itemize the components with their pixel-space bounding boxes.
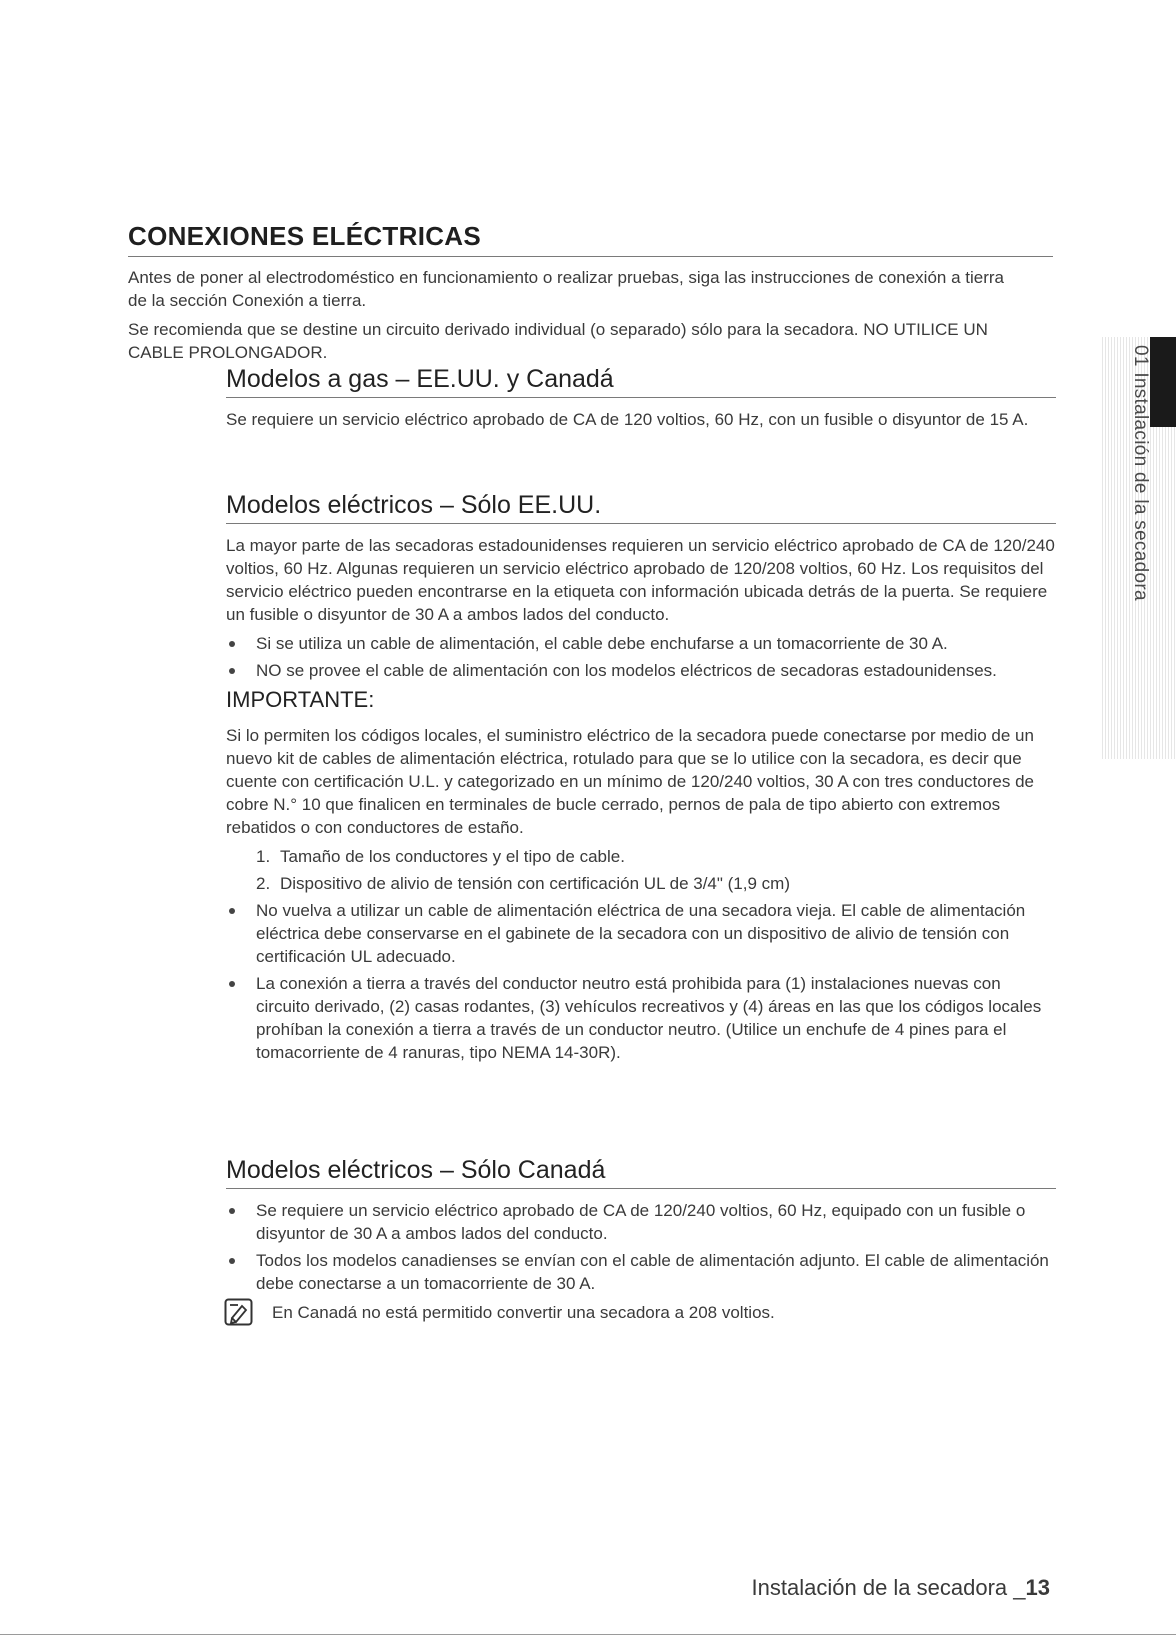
canada-electric-section xyxy=(226,1155,1056,1324)
usa-electric-section xyxy=(226,490,1056,1068)
list-item: Todos los modelos canadienses se envían con el cable de alimentación adjunto. El cable de alimentación debe conectarse a un tomacorriente de 30 A. xyxy=(226,1249,1056,1295)
bullet-icon xyxy=(229,981,235,987)
section-paragraph: Se requiere un servicio eléctrico aprobado de CA de 120 voltios, 60 Hz, con un fusible o disyuntor de 15 A. xyxy=(226,410,1029,429)
side-tab-marker xyxy=(1150,337,1176,427)
section-paragraph: La mayor parte de las secadoras estadounidenses requieren un servicio eléctrico aprobado de CA de 120/240 voltios, 60 Hz. Algunas requieren un servicio eléctrico aprobado de 120/208 voltios, 60 Hz. Los requisitos del servicio eléctrico pueden encontrarse en la etiqueta con información ubicada detrás de la puerta. Se requiere un fusible o disyuntor de 30 A a ambos lados del conducto. xyxy=(226,536,1055,624)
bullet-list xyxy=(226,1199,1056,1295)
bullet-icon xyxy=(229,1258,235,1264)
list-item: La conexión a tierra a través del conductor neutro está prohibida para (1) instalaciones nuevas con circuito derivado, (2) casas rodantes, (3) vehículos recreativos y (4) áreas en las que los códigos locales prohíban la conexión a tierra a través de un conductor neutro. (Utilice un enchufe de 4 pines para el tomacorriente de 4 ranuras, tipo NEMA 14-30R). xyxy=(226,972,1056,1064)
intro-paragraph: Antes de poner al electrodoméstico en funcionamiento o realizar pruebas, siga las instrucciones de conexión a tierra de la sección Conexión a tierra. xyxy=(128,268,1004,310)
page-number: 13 xyxy=(1025,1575,1050,1600)
intro-block xyxy=(128,266,1008,370)
note-text: En Canadá no está permitido convertir una secadora a 208 voltios. xyxy=(272,1303,775,1322)
intro-paragraph: Se recomienda que se destine un circuito derivado individual (o separado) sólo para la secadora. NO UTILICE UN CABLE PROLONGADOR. xyxy=(128,320,988,362)
bullet-icon xyxy=(229,1208,235,1214)
important-title: IMPORTANTE: xyxy=(226,687,375,712)
side-tab-label: 01 Instalación de la secadora xyxy=(1130,345,1151,601)
list-item: 2. Dispositivo de alivio de tensión con certificación UL de 3/4" (1,9 cm) xyxy=(256,874,790,893)
bullet-icon xyxy=(229,641,235,647)
section-title: Modelos a gas – EE.UU. y Canadá xyxy=(226,364,1056,398)
gas-models-section xyxy=(226,364,1056,437)
list-item: NO se provee el cable de alimentación con los modelos eléctricos de secadoras estadounidenses. xyxy=(226,659,1056,682)
list-item: Si se utiliza un cable de alimentación, el cable debe enchufarse a un tomacorriente de 30 A. xyxy=(226,632,1056,655)
note-icon xyxy=(224,1298,254,1326)
bullet-icon xyxy=(229,908,235,914)
footer-label: Instalación de la secadora _ xyxy=(751,1575,1026,1600)
bullet-list xyxy=(226,632,1056,682)
list-item: No vuelva a utilizar un cable de alimentación eléctrica de una secadora vieja. El cable de alimentación eléctrica debe conservarse en el gabinete de la secadora con un dispositivo de alivio de tensión con certificación UL adecuado. xyxy=(226,899,1056,968)
bullet-list xyxy=(226,899,1056,1064)
chapter-side-tab xyxy=(1102,337,1176,759)
list-item: 1. Tamaño de los conductores y el tipo de cable. xyxy=(256,847,625,866)
section-title: Modelos eléctricos – Sólo EE.UU. xyxy=(226,490,1056,524)
numbered-list xyxy=(226,845,1056,895)
important-paragraph: Si lo permiten los códigos locales, el suministro eléctrico de la secadora puede conectarse por medio de un nuevo kit de cables de alimentación eléctrica, rotulado para que se lo utilice con la secadora, es decir que cuente con certificación U.L. y categorizado en un mínimo de 120/240 voltios, 30 A con tres conductores de cobre N.° 10 que finalicen en terminales de bucle cerrado, pernos de pala de tipo abierto con extremos rebatidos o con conductores de estaño. xyxy=(226,726,1034,837)
bottom-divider xyxy=(0,1634,1176,1635)
note xyxy=(226,1301,1056,1324)
section-title: Modelos eléctricos – Sólo Canadá xyxy=(226,1155,1056,1189)
list-item: Se requiere un servicio eléctrico aprobado de CA de 120/240 voltios, 60 Hz, equipado con un fusible o disyuntor de 30 A a ambos lados del conducto. xyxy=(226,1199,1056,1245)
page-footer xyxy=(720,1575,1050,1601)
bullet-icon xyxy=(229,668,235,674)
page-title: CONEXIONES ELÉCTRICAS xyxy=(128,220,1053,257)
